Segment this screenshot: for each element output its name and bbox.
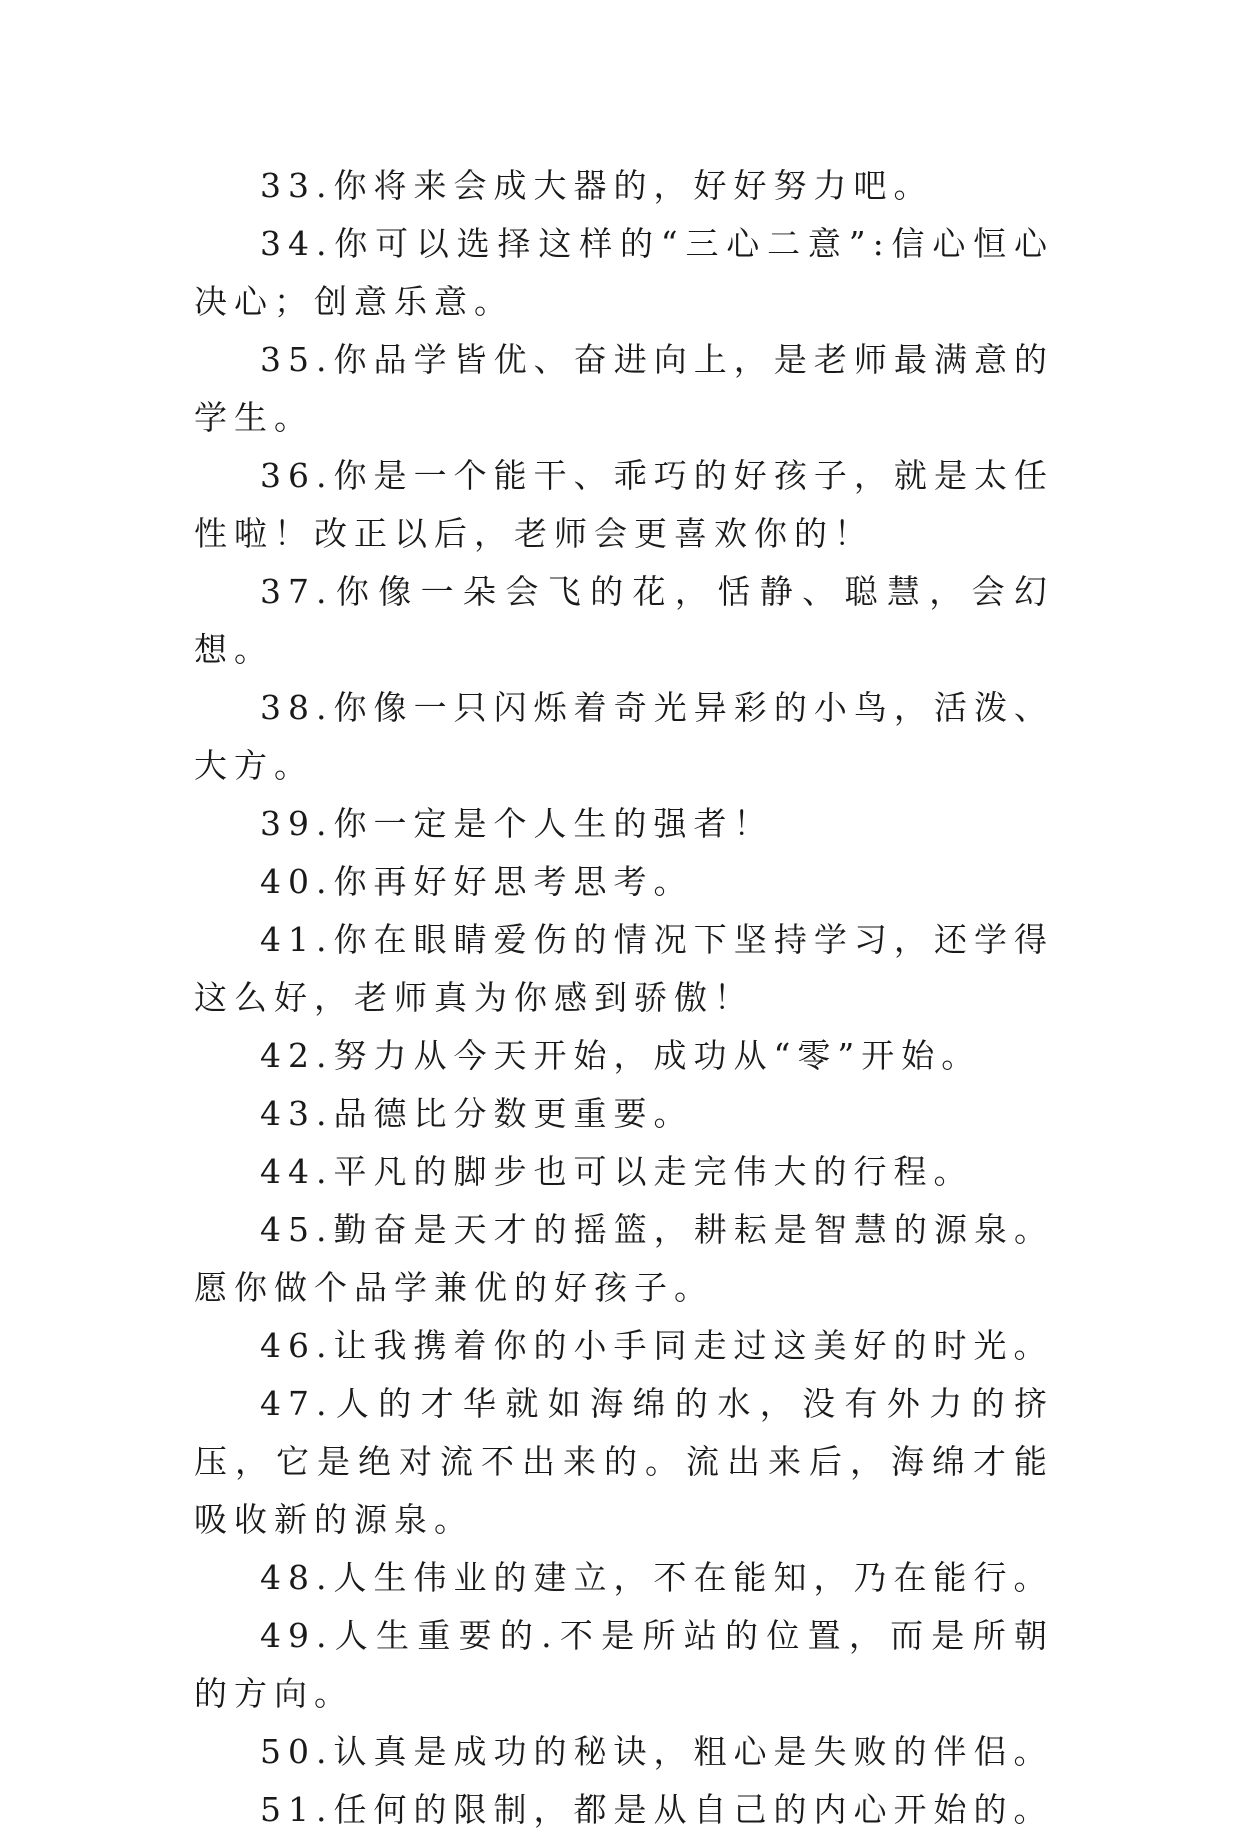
paragraph-45: 45.勤奋是天才的摇篮，耕耘是智慧的源泉。愿你做个品学兼优的好孩子。 (194, 1210, 1054, 1307)
document-body (194, 157, 1054, 1839)
paragraph-40: 40.你再好好思考思考。 (260, 862, 694, 901)
paragraph-36: 36.你是一个能干、乖巧的好孩子，就是太任性啦！改正以后，老师会更喜欢你的！ (194, 456, 1054, 553)
paragraph-47: 47.人的才华就如海绵的水，没有外力的挤压，它是绝对流不出来的。流出来后，海绵才能吸收新的源泉。 (194, 1384, 1054, 1539)
paragraph-44: 44.平凡的脚步也可以走完伟大的行程。 (260, 1152, 974, 1191)
paragraph-34: 34.你可以选择这样的“三心二意”:信心恒心决心；创意乐意。 (194, 224, 1054, 321)
paragraph-39: 39.你一定是个人生的强者！ (260, 804, 774, 843)
paragraph-46: 46.让我携着你的小手同走过这美好的时光。 (260, 1326, 1054, 1365)
paragraph-42: 42.努力从今天开始，成功从“零”开始。 (260, 1036, 982, 1075)
paragraph-35: 35.你品学皆优、奋进向上，是老师最满意的学生。 (194, 340, 1054, 437)
paragraph-49: 49.人生重要的.不是所站的位置，而是所朝的方向。 (194, 1616, 1054, 1713)
paragraph-38: 38.你像一只闪烁着奇光异彩的小鸟，活泼、大方。 (194, 688, 1054, 785)
paragraph-50: 50.认真是成功的秘诀，粗心是失败的伴侣。 (260, 1732, 1054, 1771)
paragraph-33: 33.你将来会成大器的，好好努力吧。 (260, 166, 934, 205)
paragraph-43: 43.品德比分数更重要。 (260, 1094, 694, 1133)
paragraph-48: 48.人生伟业的建立，不在能知，乃在能行。 (260, 1558, 1054, 1597)
paragraph-41: 41.你在眼睛爱伤的情况下坚持学习，还学得这么好，老师真为你感到骄傲！ (194, 920, 1054, 1017)
paragraph-51: 51.任何的限制，都是从自己的内心开始的。 (260, 1790, 1054, 1829)
paragraph-37: 37.你像一朵会飞的花，恬静、聪慧，会幻想。 (194, 572, 1054, 669)
